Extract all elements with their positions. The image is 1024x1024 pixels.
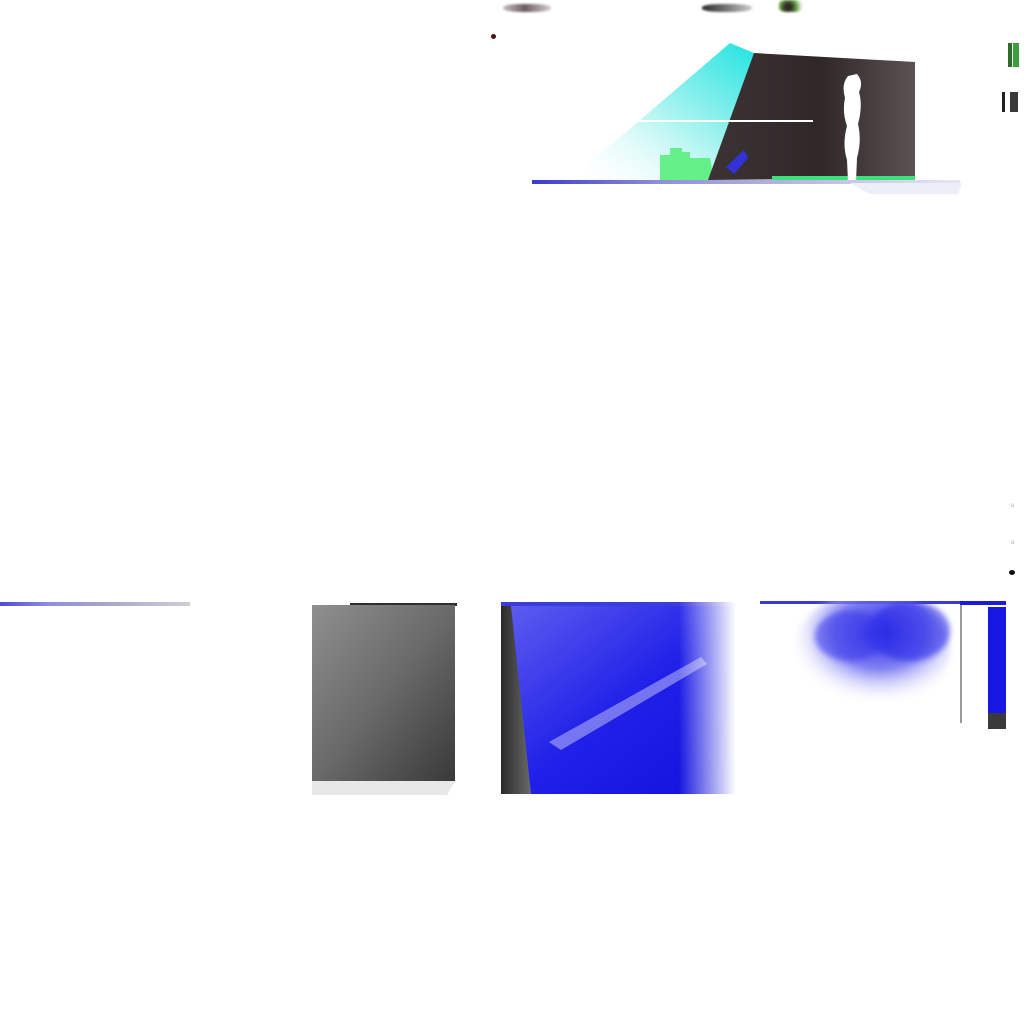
- top-smudge-left: [503, 4, 551, 12]
- blue-streak-panel: [501, 602, 748, 794]
- top-scene-panel: [530, 40, 962, 198]
- right-tiny-text-2: ·a: [1009, 539, 1015, 546]
- gray-gradient-panel: [312, 603, 457, 796]
- strip-dark: [988, 713, 1006, 729]
- cloud-shape-3: [815, 611, 885, 661]
- top-smudge-middle: [702, 4, 752, 12]
- strip-blue: [988, 607, 1006, 715]
- top-smudge-right: [779, 0, 802, 12]
- blue-cloud-panel: [760, 601, 960, 737]
- strip-left-line: [960, 605, 962, 723]
- white-line: [635, 120, 813, 122]
- left-gradient-line: [0, 602, 190, 606]
- top-dot: [491, 34, 496, 39]
- right-tiny-text-1: ·a: [1009, 502, 1015, 509]
- right-black-bar: [1002, 92, 1005, 112]
- strip-top: [960, 601, 1006, 605]
- gray-body: [312, 605, 455, 781]
- right-dot: [1009, 570, 1015, 575]
- right-green-bar: [1008, 43, 1012, 67]
- blue-fade: [501, 602, 748, 794]
- base-shelf: [850, 183, 962, 194]
- gray-shelf: [312, 781, 455, 795]
- blue-strip-panel: [958, 601, 1008, 729]
- right-green-bar-2: [1013, 43, 1019, 67]
- right-black-bar-2: [1010, 92, 1018, 112]
